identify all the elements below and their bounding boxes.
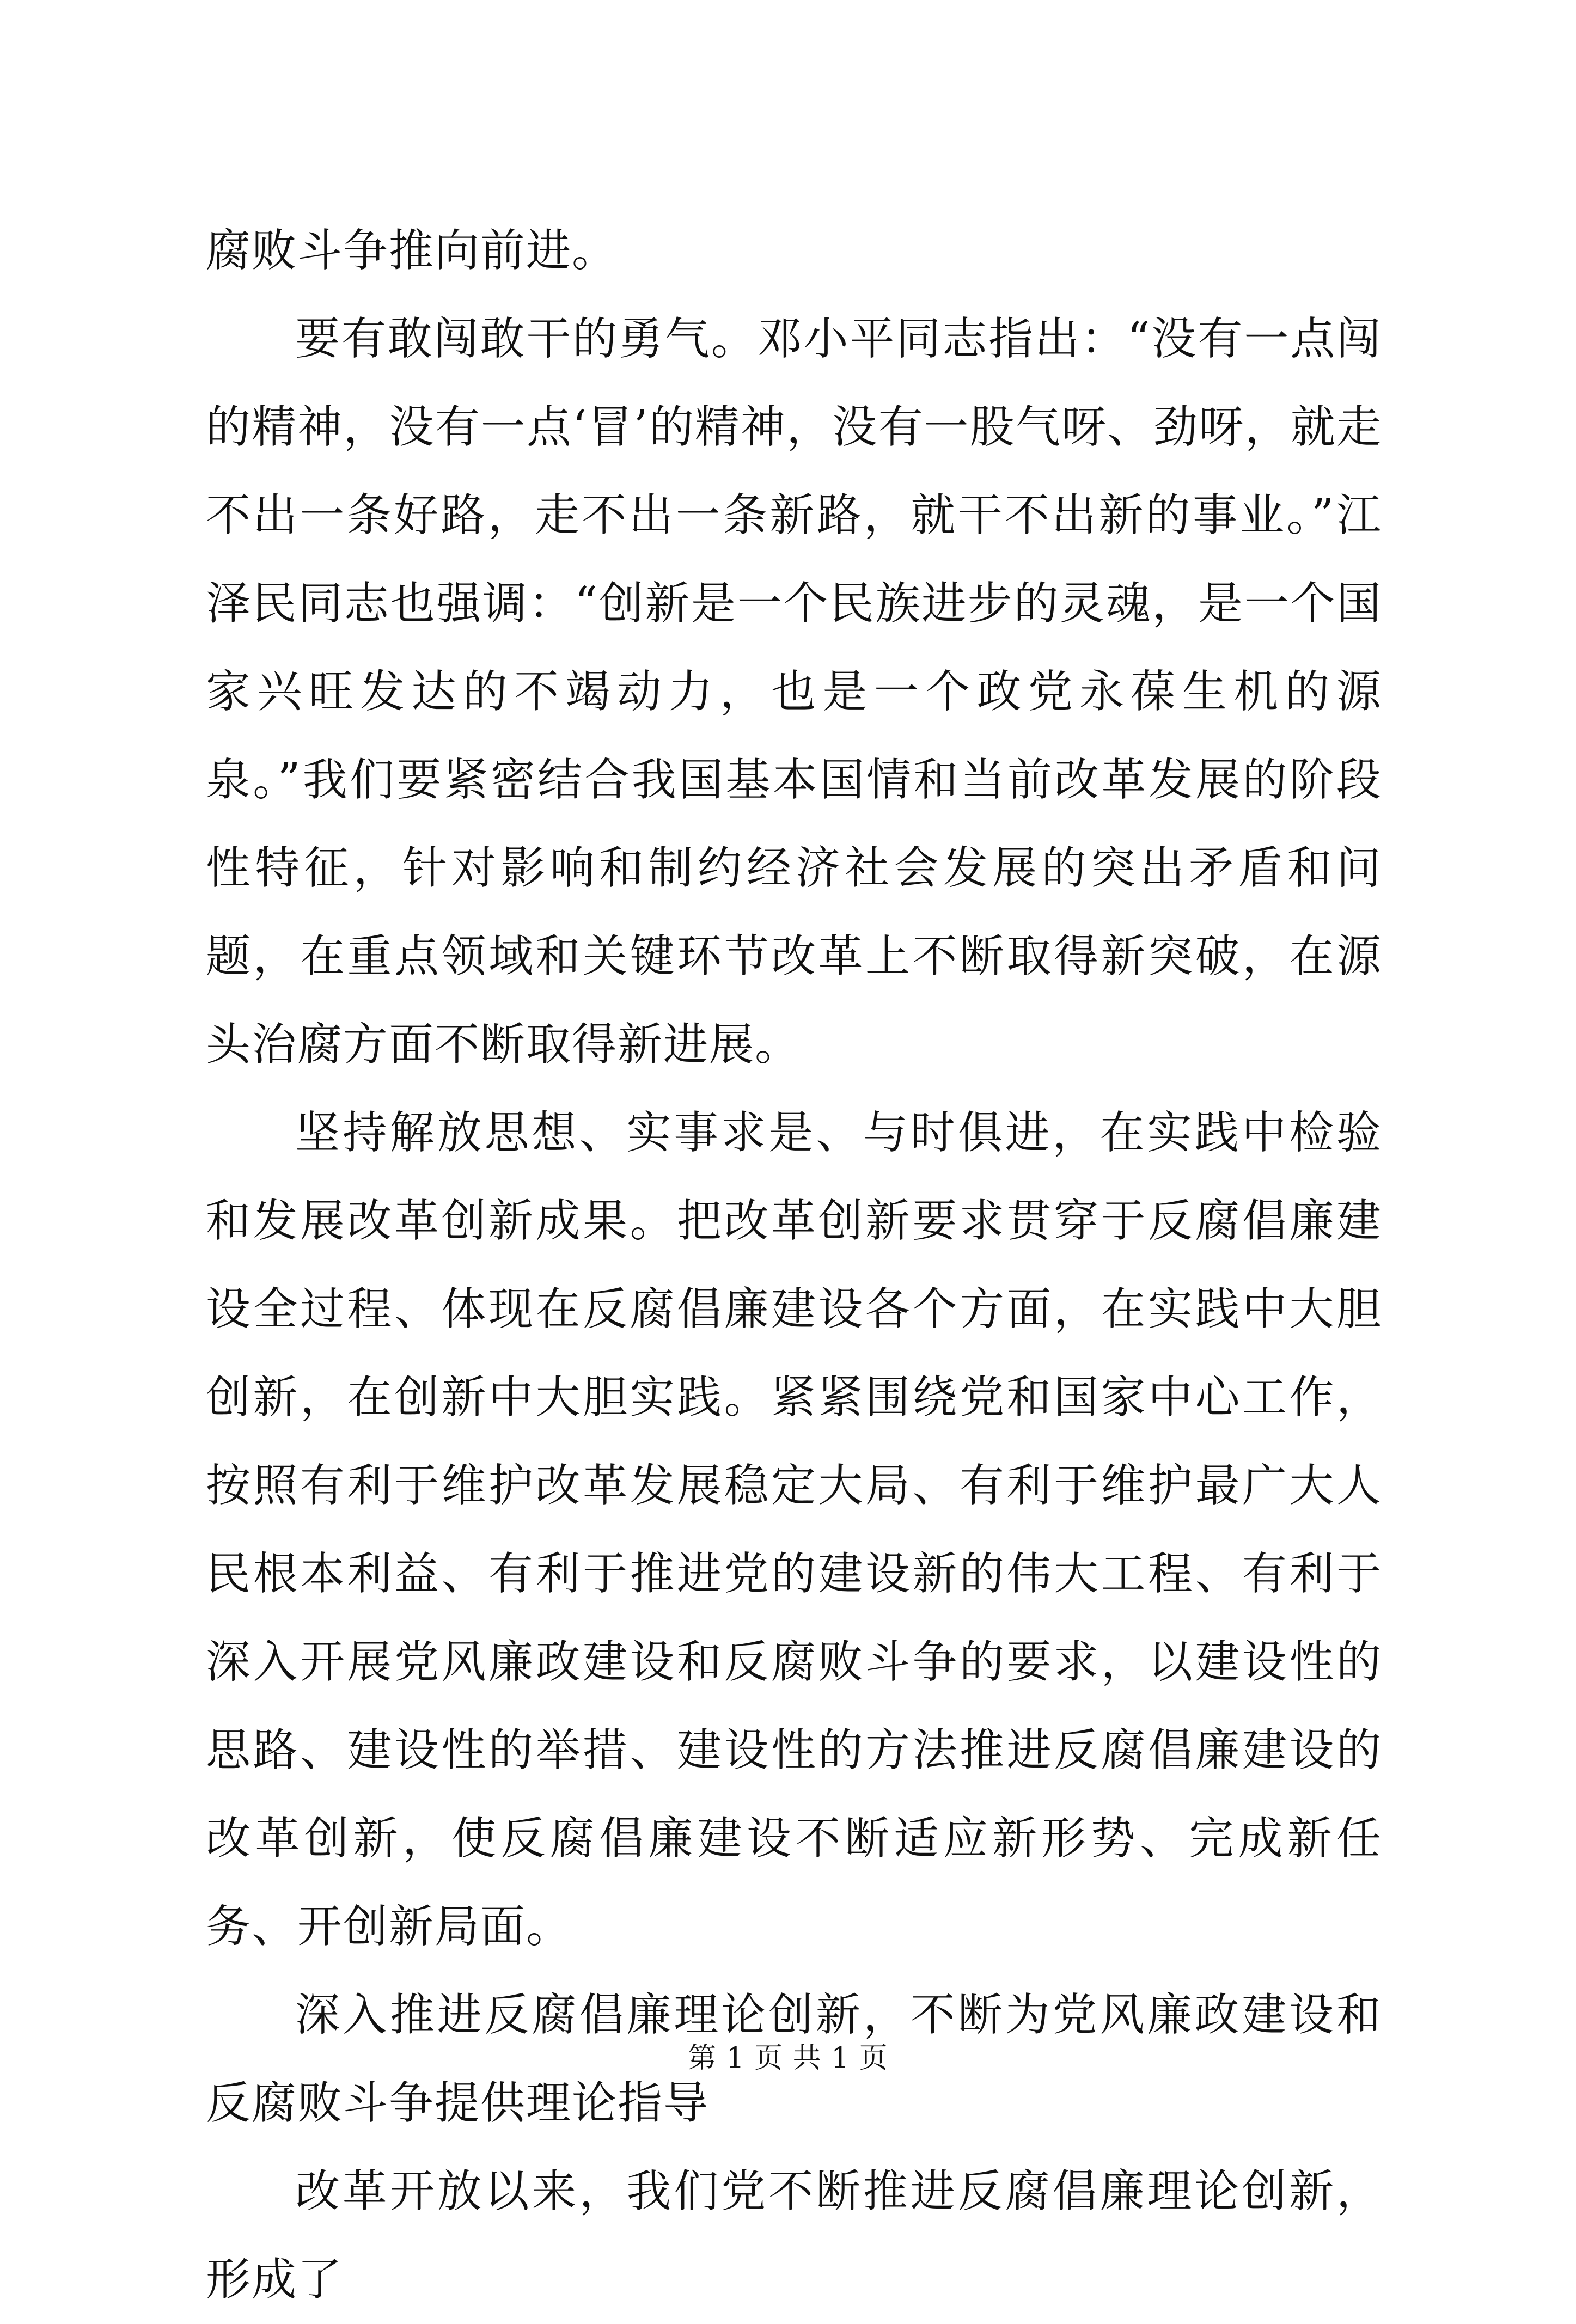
paragraph-4-heading: 深入推进反腐倡廉理论创新，不断为党风廉政建设和反腐败斗争提供理论指导 <box>206 1989 1382 2129</box>
page-footer: 第 1 页 共 1 页 <box>688 2042 888 2075</box>
paragraph-2: 要有敢闯敢干的勇气。邓小平同志指出：“没有一点闯的精神，没有一点‘冒’的精神，没有一股气呀、劲呀，就走不出一条好路，走不出一条新路，就干不出新的事业。”江泽民同志也强调：“创新是一个民族进步的灵魂，是一个国家兴旺发达的不竭动力，也是一个政党永葆生机的源泉。”我们要紧密结合我国基本国情和当前改革发展的阶段性特征，针对影响和制约经济社会发展的突出矛盾和问题，在重点领域和关键环节改革上不断取得新突破，在源头治腐方面不断取得新进展。 <box>206 313 1382 1071</box>
paragraph-3: 坚持解放思想、实事求是、与时俱进，在实践中检验和发展改革创新成果。把改革创新要求贯穿于反腐倡廉建设全过程、体现在反腐倡廉建设各个方面，在实践中大胆创新，在创新中大胆实践。紧紧围绕党和国家中心工作，按照有利于维护改革发展稳定大局、有利于维护最广大人民根本利益、有利于推进党的建设新的伟大工程、有利于深入开展党风廉政建设和反腐败斗争的要求，以建设性的思路、建设性的举措、建设性的方法推进反腐倡廉建设的改革创新，使反腐倡廉建设不断适应新形势、完成新任务、开创新局面。 <box>206 1107 1382 1953</box>
paragraph-1: 腐败斗争推向前进。 <box>206 225 618 277</box>
paragraph-5: 改革开放以来，我们党不断推进反腐倡廉理论创新，形成了 <box>206 2166 1382 2305</box>
document-body <box>206 207 1382 2324</box>
